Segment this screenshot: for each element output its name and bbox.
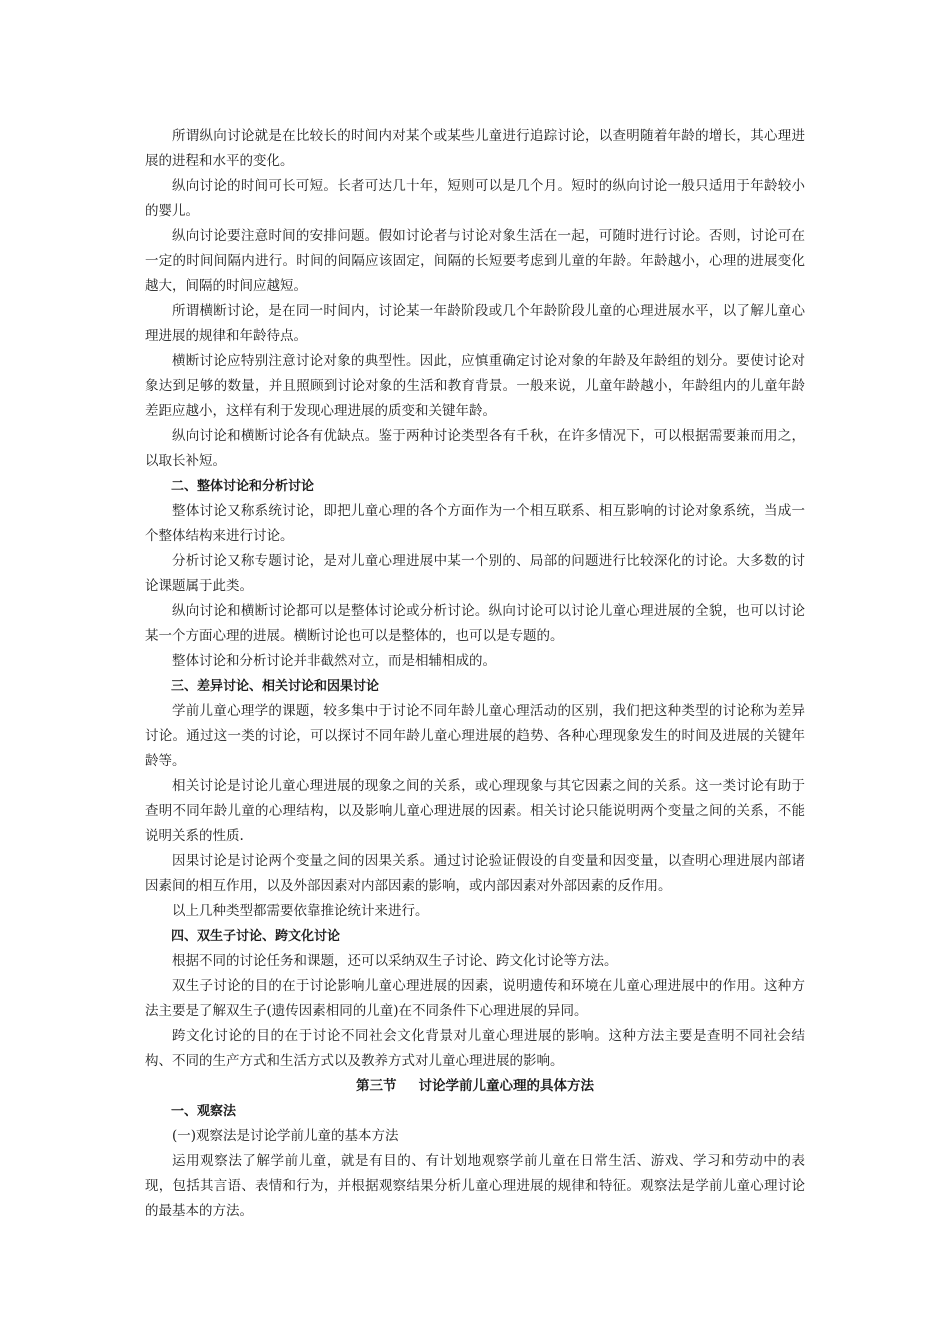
- paragraph-methods-intro: 根据不同的讨论任务和课题，还可以采纳双生子讨论、跨文化讨论等方法。: [172, 953, 618, 969]
- paragraph-longitudinal-timing: 纵向讨论要注意时间的安排问题。假如讨论者与讨论对象生活在一起，可随时进行讨论。否则，讨论可在一定的时间间隔内进行。时间的间隔应该固定，间隔的长短要考虑到儿童的年龄。年龄越小，心理的进展变化越大，间隔的时间应越短。: [145, 228, 805, 294]
- paragraph-analytic: 分析讨论又称专题讨论，是对儿童心理进展中某一个别的、局部的问题进行比较深化的讨论。大多数的讨论课题属于此类。: [145, 553, 805, 594]
- paragraph-twin: 双生子讨论的目的在于讨论影响儿童心理进展的因素，说明遗传和环境在儿童心理进展中的作用。这种方法主要是了解双生子(遗传因素相同的儿童)在不同条件下心理进展的异同。: [145, 978, 805, 1019]
- section-heading: [145, 1074, 805, 1099]
- paragraph-observation: 运用观察法了解学前儿童，就是有目的、有计划地观察学前儿童在日常生活、游戏、学习和劳动中的表现，包括其言语、表情和行为，并根据观察结果分析儿童心理进展的规律和特征。观察法是学前儿童心理讨论的最基本的方法。: [145, 1153, 805, 1219]
- paragraph-longitudinal-definition: 所谓纵向讨论就是在比较长的时间内对某个或某些儿童进行追踪讨论，以查明随着年龄的增长，其心理进展的进程和水平的变化。: [145, 128, 805, 169]
- heading-twin-cross-cultural: 四、双生子讨论、跨文化讨论: [171, 929, 341, 944]
- paragraph-longitudinal-duration: 纵向讨论的时间可长可短。长者可达几十年，短则可以是几个月。短时的纵向讨论一般只适用于年龄较小的婴儿。: [145, 178, 805, 219]
- paragraph-cross-sectional-typicality: 横断讨论应特别注意讨论对象的典型性。因此，应慎重确定讨论对象的年龄及年龄组的划分。要使讨论对象达到足够的数量，并且照顾到讨论对象的生活和教育背景。一般来说，儿童年龄越小，年龄组内的儿童年龄差距应越小，这样有利于发现心理进展的质变和关键年龄。: [145, 353, 805, 419]
- heading-difference-correlation-causal: 三、差异讨论、相关讨论和因果讨论: [171, 679, 380, 694]
- paragraph-causal: 因果讨论是讨论两个变量之间的因果关系。通过讨论验证假设的自变量和因变量，以查明心理进展内部诸因素间的相互作用，以及外部因素对内部因素的影响，或内部因素对外部因素的反作用。: [145, 853, 805, 894]
- paragraph-difference: 学前儿童心理学的课题，较多集中于讨论不同年龄儿童心理活动的区别，我们把这种类型的讨论称为差异讨论。通过这一类的讨论，可以探讨不同年龄儿童心理进展的趋势、各种心理现象发生的时间及进展的关键年龄等。: [145, 703, 805, 769]
- paragraph-holistic: 整体讨论又称系统讨论，即把儿童心理的各个方面作为一个相互联系、相互影响的讨论对象系统，当成一个整体结构来进行讨论。: [145, 503, 805, 544]
- section-number: 第三节: [356, 1078, 397, 1094]
- section-title: 讨论学前儿童心理的具体方法: [418, 1078, 594, 1094]
- document-body: [145, 124, 805, 1224]
- heading-observation: 一、观察法: [171, 1104, 237, 1119]
- paragraph-cross-cultural: 跨文化讨论的目的在于讨论不同社会文化背景对儿童心理进展的影响。这种方法主要是查明不同社会结构、不同的生产方式和生活方式以及教养方式对儿童心理进展的影响。: [145, 1028, 805, 1069]
- paragraph-pros-cons: 纵向讨论和横断讨论各有优缺点。鉴于两种讨论类型各有千秋，在许多情况下，可以根据需要兼而用之，以取长补短。: [145, 428, 805, 469]
- paragraph-cross-sectional-definition: 所谓横断讨论，是在同一时间内，讨论某一年龄阶段或几个年龄阶段儿童的心理进展水平，以了解儿童心理进展的规律和年龄待点。: [145, 303, 805, 344]
- paragraph-longitudinal-holistic: 纵向讨论和横断讨论都可以是整体讨论或分析讨论。纵向讨论可以讨论儿童心理进展的全貌，也可以讨论某一个方面心理的进展。横断讨论也可以是整体的，也可以是专题的。: [145, 603, 805, 644]
- paragraph-correlation: 相关讨论是讨论儿童心理进展的现象之间的关系，或心理现象与其它因素之间的关系。这一类讨论有助于查明不同年龄儿童的心理结构，以及影响儿童心理进展的因素。相关讨论只能说明两个变量之间的关系，不能说明关系的性质.: [145, 778, 805, 844]
- paragraph-inferential-statistics: 以上几种类型都需要依靠推论统计来进行。: [172, 903, 429, 919]
- paragraph-complementary: 整体讨论和分析讨论并非截然对立，而是相辅相成的。: [172, 653, 496, 669]
- subheading-observation-basic: (一)观察法是讨论学前儿童的基本方法: [172, 1128, 399, 1144]
- heading-holistic-analytic: 二、整体讨论和分析讨论: [171, 479, 315, 494]
